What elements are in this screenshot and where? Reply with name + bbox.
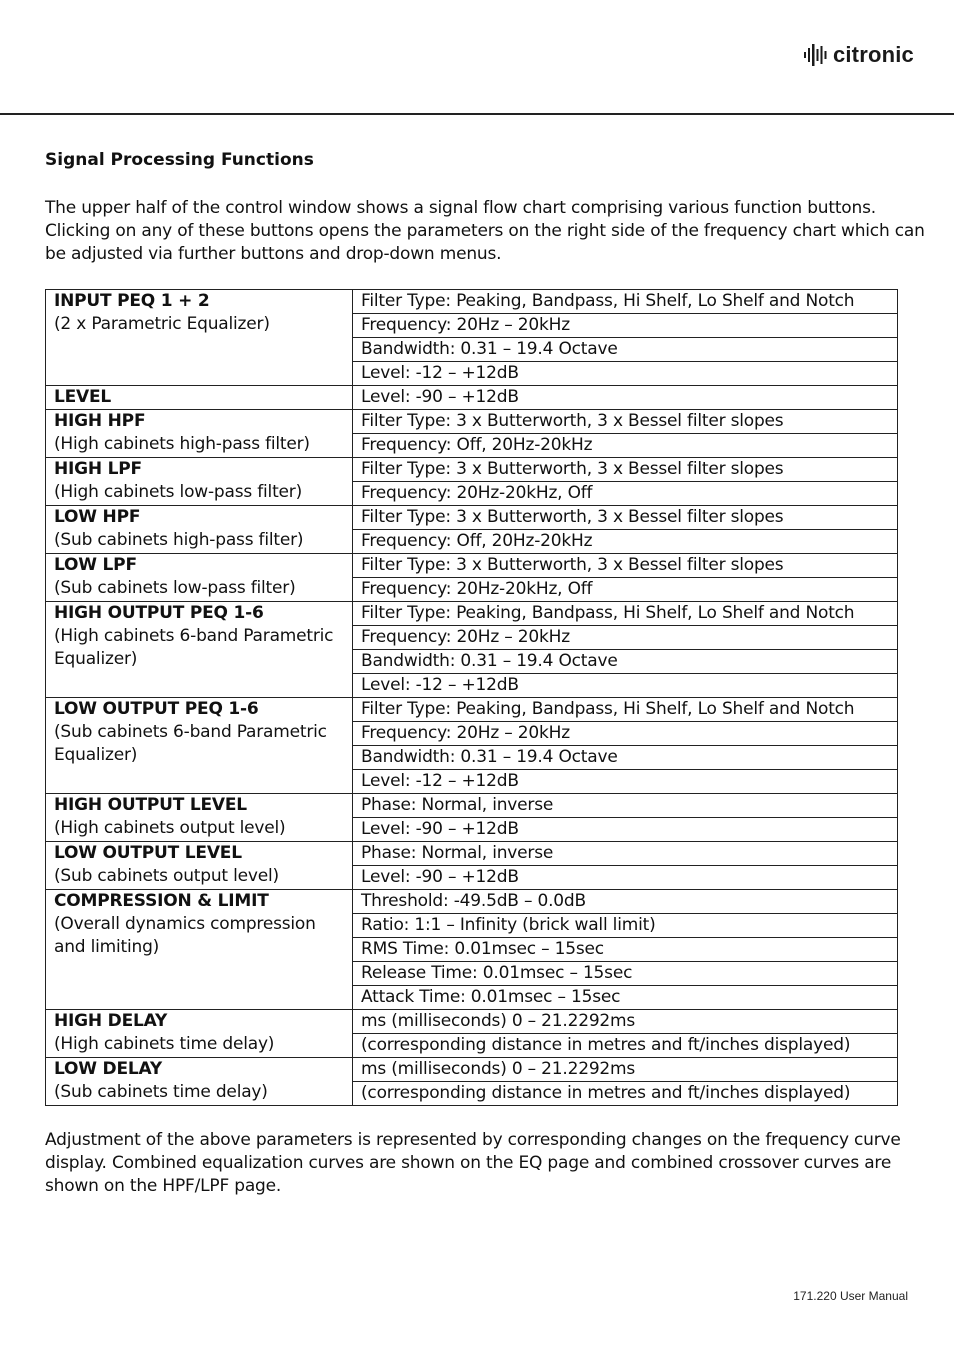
function-cell [46,794,353,842]
outro-paragraph: Adjustment of the above parameters is represented by corresponding changes on the frequency curve display. Combined equalization curves are shown on the EQ page and combined crossover curves are shown on the HPF/LPF page. [45,1130,901,1196]
function-description: (Sub cabinets 6-band Parametric Equalizer) [54,722,327,765]
table-row [46,410,898,434]
table-row [46,506,898,530]
signal-processing-table [45,289,898,1106]
function-cell [46,458,353,506]
function-name: LOW HPF [54,507,141,527]
parameter-cell: Filter Type: 3 x Butterworth, 3 x Bessel filter slopes [353,458,898,482]
parameter-cell: (corresponding distance in metres and ft/inches displayed) [353,1082,898,1106]
parameter-cell: RMS Time: 0.01msec – 15sec [353,938,898,962]
parameter-cell: Frequency: 20Hz – 20kHz [353,722,898,746]
parameter-cell: ms (milliseconds) 0 – 21.2292ms [353,1058,898,1082]
function-description: (High cabinets low-pass filter) [54,482,303,502]
function-name: HIGH LPF [54,459,142,479]
table-row [46,290,898,314]
function-description: (2 x Parametric Equalizer) [54,314,270,334]
function-cell [46,1010,353,1058]
parameter-cell: Level: -12 – +12dB [353,362,898,386]
function-description: (High cabinets high-pass filter) [54,434,310,454]
parameter-cell: Frequency: Off, 20Hz-20kHz [353,434,898,458]
parameter-cell: Frequency: 20Hz-20kHz, Off [353,578,898,602]
function-cell [46,410,353,458]
logo-text: citronic [832,42,914,67]
function-name: HIGH OUTPUT LEVEL [54,795,247,815]
function-description: (High cabinets output level) [54,818,286,838]
parameter-cell: Filter Type: Peaking, Bandpass, Hi Shelf, Lo Shelf and Notch [353,602,898,626]
table-row [46,698,898,722]
function-cell [46,386,353,410]
table-row [46,794,898,818]
parameter-cell: Threshold: -49.5dB – 0.0dB [353,890,898,914]
function-description: (High cabinets 6-band Parametric Equalizer) [54,626,334,669]
parameter-cell: Phase: Normal, inverse [353,842,898,866]
parameter-cell: Filter Type: 3 x Butterworth, 3 x Bessel filter slopes [353,410,898,434]
function-name: LOW LPF [54,555,137,575]
table-row [46,842,898,866]
parameter-cell: Attack Time: 0.01msec – 15sec [353,986,898,1010]
function-name: LEVEL [54,387,112,407]
parameter-cell: Release Time: 0.01msec – 15sec [353,962,898,986]
function-cell [46,506,353,554]
function-description: (Sub cabinets low-pass filter) [54,578,296,598]
parameter-cell: Filter Type: 3 x Butterworth, 3 x Bessel filter slopes [353,554,898,578]
function-description: (Overall dynamics compression and limiting) [54,914,316,957]
function-cell [46,1058,353,1106]
table-row [46,890,898,914]
parameter-cell: Bandwidth: 0.31 – 19.4 Octave [353,746,898,770]
function-cell [46,602,353,698]
parameter-cell: Level: -90 – +12dB [353,818,898,842]
parameter-cell: Filter Type: Peaking, Bandpass, Hi Shelf, Lo Shelf and Notch [353,698,898,722]
function-name: INPUT PEQ 1 + 2 [54,291,210,311]
function-cell [46,890,353,1010]
parameter-cell: (corresponding distance in metres and ft/inches displayed) [353,1034,898,1058]
parameter-cell: Level: -12 – +12dB [353,770,898,794]
function-cell [46,842,353,890]
intro-paragraph: The upper half of the control window shows a signal flow chart comprising various function buttons. Clicking on any of these buttons opens the parameters on the right side of the frequency chart which can be adjusted via further buttons and drop-down menus. [45,198,925,264]
footer-manual-label: 171.220 User Manual [793,1289,908,1303]
table-row [46,458,898,482]
parameter-cell: Ratio: 1:1 – Infinity (brick wall limit) [353,914,898,938]
function-name: LOW OUTPUT LEVEL [54,843,242,863]
function-name: HIGH DELAY [54,1011,168,1031]
section-title: Signal Processing Functions [45,150,314,170]
parameter-cell: Level: -90 – +12dB [353,866,898,890]
function-description: (High cabinets time delay) [54,1034,275,1054]
brand-logo [803,42,914,68]
function-description: (Sub cabinets high-pass filter) [54,530,304,550]
parameter-cell: Filter Type: Peaking, Bandpass, Hi Shelf, Lo Shelf and Notch [353,290,898,314]
parameter-cell: Frequency: Off, 20Hz-20kHz [353,530,898,554]
parameter-cell: ms (milliseconds) 0 – 21.2292ms [353,1010,898,1034]
parameter-cell: Frequency: 20Hz – 20kHz [353,314,898,338]
function-description: (Sub cabinets time delay) [54,1082,268,1102]
header-divider [0,113,954,115]
function-cell [46,554,353,602]
parameter-cell: Level: -12 – +12dB [353,674,898,698]
parameter-cell: Filter Type: 3 x Butterworth, 3 x Bessel filter slopes [353,506,898,530]
table-row [46,1058,898,1082]
function-name: LOW DELAY [54,1059,162,1079]
function-name: LOW OUTPUT PEQ 1-6 [54,699,259,719]
parameter-cell: Frequency: 20Hz – 20kHz [353,626,898,650]
table-row [46,602,898,626]
function-name: HIGH OUTPUT PEQ 1-6 [54,603,264,623]
table-row [46,1010,898,1034]
table-body [46,290,898,1106]
parameter-cell: Bandwidth: 0.31 – 19.4 Octave [353,338,898,362]
function-description: (Sub cabinets output level) [54,866,279,886]
parameter-cell: Level: -90 – +12dB [353,386,898,410]
table-row [46,386,898,410]
waveform-icon [803,43,829,67]
table-row [46,554,898,578]
function-cell [46,290,353,386]
parameter-cell: Bandwidth: 0.31 – 19.4 Octave [353,650,898,674]
function-cell [46,698,353,794]
function-name: COMPRESSION & LIMIT [54,891,269,911]
parameter-cell: Frequency: 20Hz-20kHz, Off [353,482,898,506]
parameter-cell: Phase: Normal, inverse [353,794,898,818]
function-name: HIGH HPF [54,411,146,431]
